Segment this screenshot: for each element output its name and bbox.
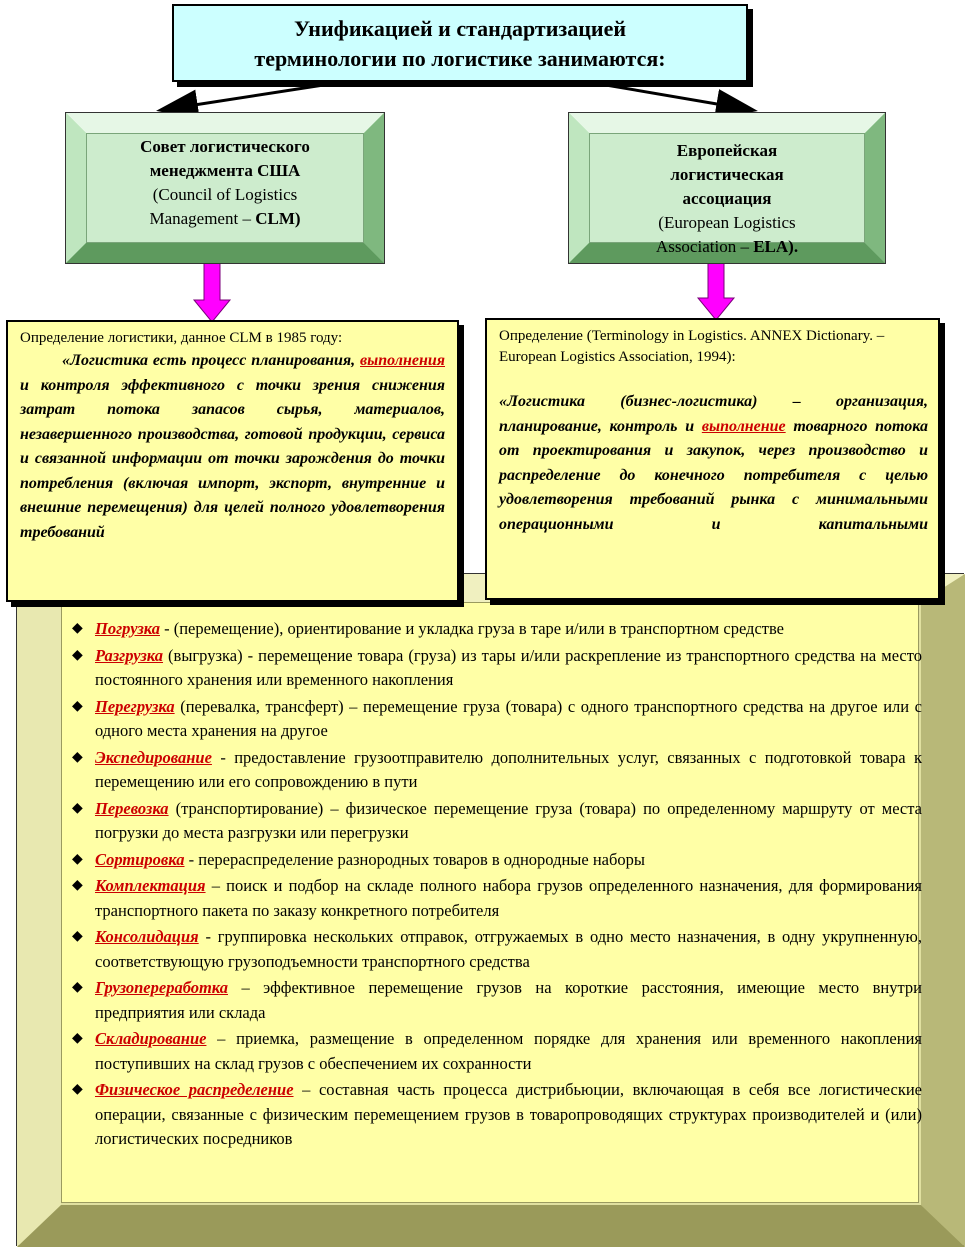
bullet-icon: ◆: [72, 698, 83, 714]
list-item: [70, 617, 922, 642]
term-desc: (выгрузка) - перемещение товара (груза) из тары и/или раскрепление из транспортного средства на место постоянного хранения или временного накопления: [95, 645, 922, 689]
term-desc: – поиск и подбор на складе полного набора грузов определенного назначения, для формирования транспортного пакета по заказу конкретного потребителя: [95, 876, 922, 920]
ela-line-5b: ELA).: [753, 237, 799, 256]
term-desc: – приемка, размещение в определенном порядке для хранения или временного накопления поступивших на склад грузов с обеспечением их сохранности: [95, 1029, 922, 1073]
clm-line-2: менеджмента США: [149, 161, 301, 180]
ela-def-part-1: «Логистика (бизнес-логистика) – организация, планирование, контроль и: [499, 393, 928, 435]
bullet-icon: ◆: [72, 851, 83, 867]
list-item: [70, 848, 922, 873]
ela-definition-text: [499, 390, 928, 537]
term-name: Экспедирование: [95, 747, 212, 767]
term-name: Погрузка: [95, 619, 160, 638]
title-line-2: терминологии по логистике занимаются:: [254, 46, 666, 71]
list-item: [70, 746, 922, 795]
bullet-icon: ◆: [72, 1082, 83, 1097]
ela-line-5a: Association –: [655, 237, 754, 256]
ela-label: [589, 139, 865, 259]
clm-def-highlight: выполнения: [360, 352, 445, 369]
term-desc: - группировка нескольких отправок, отгружаемых в одно место назначения, в одну укрупненную, соответствующую грузоподъемности транспортного средства: [95, 927, 922, 971]
list-item: [70, 874, 922, 923]
list-item: [70, 976, 922, 1025]
clm-org-box: [65, 112, 385, 264]
term-name: Физическое распределение: [95, 1080, 294, 1099]
term-name: Складирование: [95, 1029, 207, 1048]
bullet-icon: ◆: [72, 878, 83, 893]
arrow-to-ela: [600, 84, 752, 110]
clm-def-part-2: и контроля эффективного с точки зрения снижения затрат потока запасов сырья, материалов, незавершенного производства, готовой продукции, сервиса и связанной информации от точки зарождения до точки потребления (включая импорт, экспорт, внутренние и внешние перемещения) для целей полного удовлетворения требований: [20, 376, 445, 541]
term-desc: - (перемещение), ориентирование и укладка груза в таре и/или в транспортном средстве: [159, 619, 784, 638]
ela-line-1: Европейская: [676, 141, 778, 160]
clm-definition-box: [6, 320, 459, 602]
list-item: [70, 925, 922, 974]
bullet-icon: ◆: [72, 929, 83, 944]
clm-def-part-1: «Логистика есть процесс планирования,: [62, 352, 361, 369]
term-name: Разгрузка: [95, 645, 164, 665]
term-desc: – составная часть процесса дистрибьюции, включающая в себя все логистические операции, связанные с физическим перемещением грузов в товаропроводящих структурах производителей и (или) логистических посредников: [95, 1080, 922, 1148]
ela-def-highlight: выполнение: [701, 417, 786, 435]
bullet-icon: ◆: [72, 1031, 83, 1046]
ela-def-part-2: товарного потока от проектирования и закупок, через производство и распределение до конечного потребителя с целью удовлетворения требований рынка с минимальными операционными и капитальными: [499, 417, 928, 533]
bullet-icon: ◆: [72, 647, 83, 663]
clm-line-3: (Council of Logistics: [152, 185, 298, 204]
ela-definition-heading: Определение (Terminology in Logistics. ANNEX Dictionary. – European Logistics Association, 1994):: [499, 328, 885, 365]
ela-line-3: ассоциация: [682, 189, 772, 208]
term-desc: (перевалка, трансферт) – перемещение груза (товара) с одного транспортного средства на другое или с одного места хранения на другое: [95, 696, 922, 740]
term-desc: - перераспределение разнородных товаров в однородные наборы: [184, 849, 645, 869]
list-item: [70, 695, 922, 744]
term-name: Консолидация: [95, 927, 199, 946]
term-name: Перегрузка: [95, 696, 175, 716]
term-name: Грузопереработка: [95, 978, 228, 997]
term-name: Сортировка: [95, 849, 185, 869]
term-name: Комплектация: [95, 876, 206, 895]
list-item: [70, 1027, 922, 1076]
clm-definition-heading: Определение логистики, данное CLM в 1985 году:: [20, 330, 343, 346]
ela-line-4: (European Logistics: [658, 213, 796, 232]
clm-line-4b: CLM): [255, 209, 301, 228]
bullet-icon: ◆: [72, 980, 83, 995]
ela-org-box: [568, 112, 886, 264]
term-desc: – эффективное перемещение грузов на короткие расстояния, имеющие место внутри предприятия или склада: [95, 978, 922, 1022]
list-item: [70, 1078, 922, 1152]
bullet-icon: ◆: [72, 621, 83, 636]
term-desc: - предоставление грузоотправителю дополнительных услуг, связанных с подготовкой товара к перемещению или его сопровождению в пути: [95, 747, 922, 791]
list-item: [70, 644, 922, 693]
bullet-icon: ◆: [72, 800, 83, 816]
arrow-to-clm: [162, 84, 330, 110]
ela-definition-box: [485, 318, 940, 600]
term-name: Перевозка: [95, 798, 169, 818]
clm-definition-text: [20, 349, 445, 545]
bullet-icon: ◆: [72, 749, 83, 765]
ela-line-2: логистическая: [670, 165, 784, 184]
clm-line-1: Совет логистического: [140, 137, 310, 156]
terms-list: [70, 617, 922, 1154]
arrow-clm-down: [194, 262, 230, 322]
term-desc: (транспортирование) – физическое перемещение груза (товара) по определенному маршруту от места погрузки до места разгрузки или перегрузки: [95, 798, 922, 842]
arrow-ela-down: [698, 262, 734, 320]
clm-line-4a: Management –: [149, 209, 256, 228]
list-item: [70, 797, 922, 846]
clm-label: [86, 135, 364, 231]
title-line-1: Унификацией и стандартизацией: [293, 16, 627, 41]
